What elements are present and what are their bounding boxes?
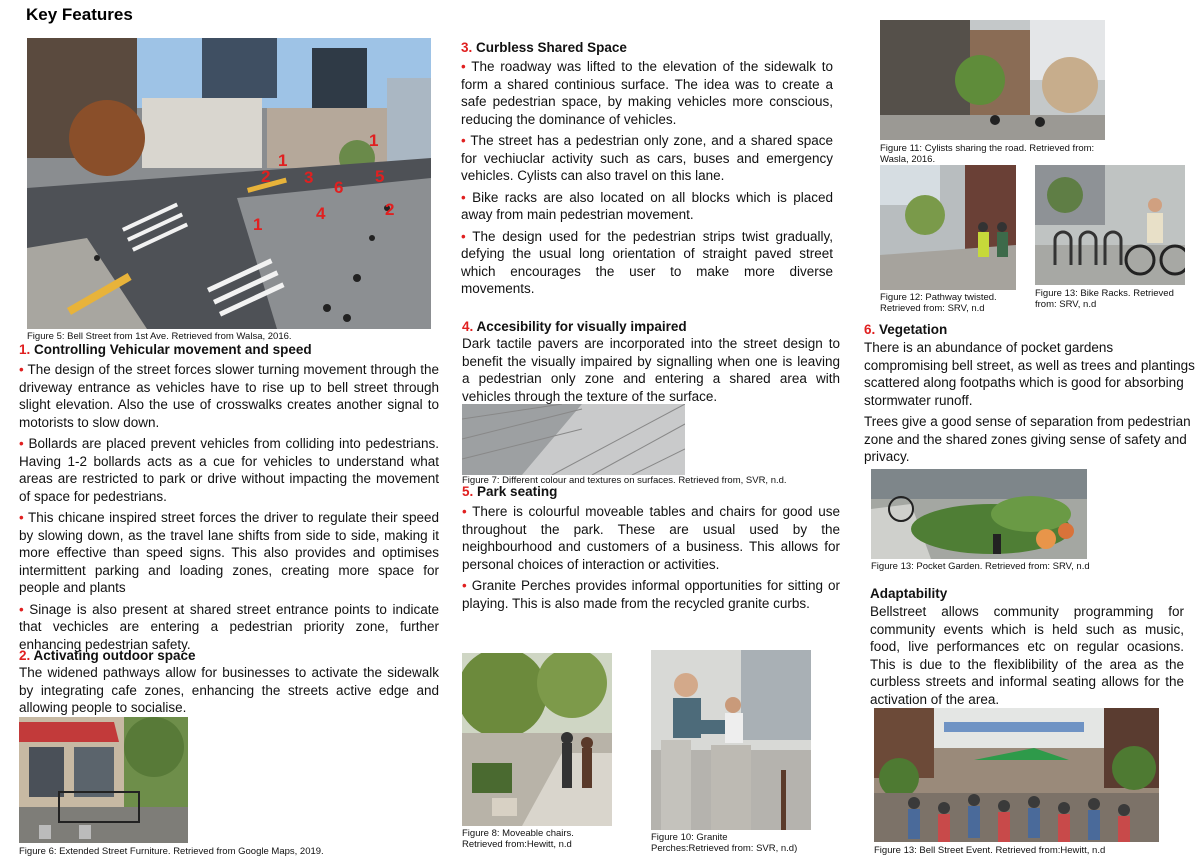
bullet-item: • Granite Perches provides informal opportunities for sitting or playing. This is also made from the recycled granite curbs. — [462, 578, 840, 611]
cyclists-street-image — [880, 20, 1105, 140]
bike-racks-image — [1035, 165, 1185, 285]
section-1-body — [19, 361, 439, 657]
section-3-body — [461, 58, 833, 302]
section-number: 5. — [462, 484, 474, 499]
section-5-body — [462, 503, 840, 616]
page-title: Key Features — [26, 5, 133, 24]
map-marker: 5 — [375, 167, 385, 186]
bullet-item: • This chicane inspired street forces the driver to regulate their speed by slowing down, as the travel lane shifts from side to side, making it more effective than speed signs. This also provides and optimises intermittent parking and loading zones, creating more space for people and plants — [19, 510, 440, 595]
figure-11-caption: Figure 11: Cylists sharing the road. Retrieved from: Wasla, 2016. — [880, 143, 1095, 165]
paragraph: There is an abundance of pocket gardens compromising bell street, as well as trees and plantings scattered along footpaths which is good for absorbing stormwater runoff. — [864, 340, 1195, 408]
adaptability-title: Adaptability — [870, 586, 948, 601]
map-marker: 4 — [316, 204, 326, 223]
section-4-title: 4. Accesibility for visually impaired — [462, 319, 687, 334]
pathway-twisted-image — [880, 165, 1016, 290]
moveable-chairs-image — [462, 653, 612, 826]
figure-13a-photo — [1035, 165, 1185, 285]
figure-13c-photo — [874, 708, 1159, 842]
tactile-pavers-image — [462, 404, 685, 475]
pocket-garden-image — [871, 469, 1087, 559]
paragraph: Trees give a good sense of separation from pedestrian zone and the shared zones giving sense of safety and privacy. — [864, 414, 1191, 464]
figure-10-photo — [651, 650, 811, 830]
figure-8-photo — [462, 653, 612, 826]
figure-13a-caption: Figure 13: Bike Racks. Retrieved from: SRV, n.d — [1035, 288, 1174, 310]
section-number: 2. — [19, 648, 31, 663]
map-marker: 1 — [253, 215, 263, 234]
figure-6-photo — [19, 717, 188, 843]
figure-7-photo — [462, 404, 685, 475]
section-4-body: Dark tactile pavers are incorporated into the street design to benefit the visually impaired by signalling when one is leaving a pedestrian only zone and entering a shared area with vehicles through the texture of the surface. — [462, 336, 840, 404]
granite-perches-image — [651, 650, 811, 830]
section-number: 4. — [462, 319, 474, 334]
figure-6-caption: Figure 6: Extended Street Furniture. Retrieved from Google Maps, 2019. — [19, 846, 324, 857]
cafe-storefront-image — [19, 717, 188, 843]
section-1-title: 1. Controlling Vehicular movement and speed — [19, 342, 312, 357]
figure-8-caption: Figure 8: Moveable chairs. Retrieved from:Hewitt, n.d — [462, 828, 574, 850]
map-marker: 6 — [334, 178, 344, 197]
figure-13b-photo — [871, 469, 1087, 559]
street-aerial-image — [27, 38, 431, 329]
map-marker: 2 — [261, 167, 271, 186]
bullet-item: • There is colourful moveable tables and chairs for good use throughout the park. These are usual used by the neighbourhood and customers of a business. This allows for personal choices of interaction or activities. — [462, 504, 840, 572]
figure-13b-caption: Figure 13: Pocket Garden. Retrieved from: SRV, n.d — [871, 561, 1090, 572]
map-marker: 1 — [278, 151, 288, 170]
section-5-title: 5. Park seating — [462, 484, 558, 499]
section-3-title: 3. Curbless Shared Space — [461, 40, 627, 55]
map-marker: 3 — [304, 168, 314, 187]
bullet-item: • The roadway was lifted to the elevation of the sidewalk to form a shared continious surface. The idea was to create a safe pedestrian space, by making vehicles more conscious, reducing the dominance of vehicles. — [461, 59, 833, 127]
map-marker: 2 — [385, 200, 395, 219]
bullet-item: • The design of the street forces slower turning movement through the driveway entrance as vehicles have to rise up to bell street through slight elevation. Also the use of crosswalks creates another signal to motorists to slow down. — [19, 362, 440, 430]
section-2-body: The widened pathways allow for businesses to activate the sidewalk by integrating cafe zones, enhancing the streets active edge and allowing people to socialise. — [19, 665, 439, 715]
figure-12-caption: Figure 12: Pathway twisted. Retrieved from: SRV, n.d — [880, 292, 997, 314]
section-number: 3. — [461, 40, 473, 55]
bullet-item: • Sinage is also present at shared street entrance points to indicate that vechicles are entering a pedestrian priority zone, further enhancing pedestrian safety. — [19, 601, 439, 652]
bullet-item: • The street has a pedestrian only zone, and a shared space for vechiuclar activity such as cars, buses and emergency vehicles. Cylists can also travel on this lane. — [461, 133, 833, 183]
figure-5-photo — [27, 38, 431, 329]
section-6-title: 6. Vegetation — [864, 322, 948, 337]
map-marker: 1 — [369, 131, 379, 150]
section-number: 6. — [864, 322, 876, 337]
figure-10-caption: Figure 10: Granite Perches:Retrieved from: SVR, n.d) — [651, 832, 798, 854]
figure-13c-caption: Figure 13: Bell Street Event. Retrieved from:Hewitt, n.d — [874, 845, 1106, 856]
figure-5-caption: Figure 5: Bell Street from 1st Ave. Retrieved from Walsa, 2016. — [27, 331, 292, 342]
figure-11-photo — [880, 20, 1105, 140]
section-2-title: 2. Activating outdoor space — [19, 648, 196, 663]
section-6-body — [864, 339, 1200, 470]
adaptability-body: Bellstreet allows community programming for community events which is held such as music, food, live performances etc on regular ocasions. This is due to the flexiblibility of the area as the curbless streets and informal seating allows for the activation of the area. — [870, 604, 1184, 707]
bullet-item: • The design used for the pedestrian strips twist gradually, defying the usual long orientation of straight paved street which encourages the user to make more diverse movements. — [461, 228, 833, 296]
bullet-item: • Bollards are placed prevent vehicles from colliding into pedestrians. Having 1-2 bollards acts as a cue for vehicles to understand what areas are restricted to park or drive without impacting the movement of space for pedestrians. — [19, 436, 439, 504]
section-number: 1. — [19, 342, 31, 357]
figure-12-photo — [880, 165, 1016, 290]
bullet-item: • Bike racks are also located on all blocks which is placed away from main pedestrian movement. — [461, 189, 833, 222]
figure-7-caption: Figure 7: Different colour and textures on surfaces. Retrieved from, SVR, n.d. — [462, 475, 787, 486]
bell-street-event-image — [874, 708, 1159, 842]
